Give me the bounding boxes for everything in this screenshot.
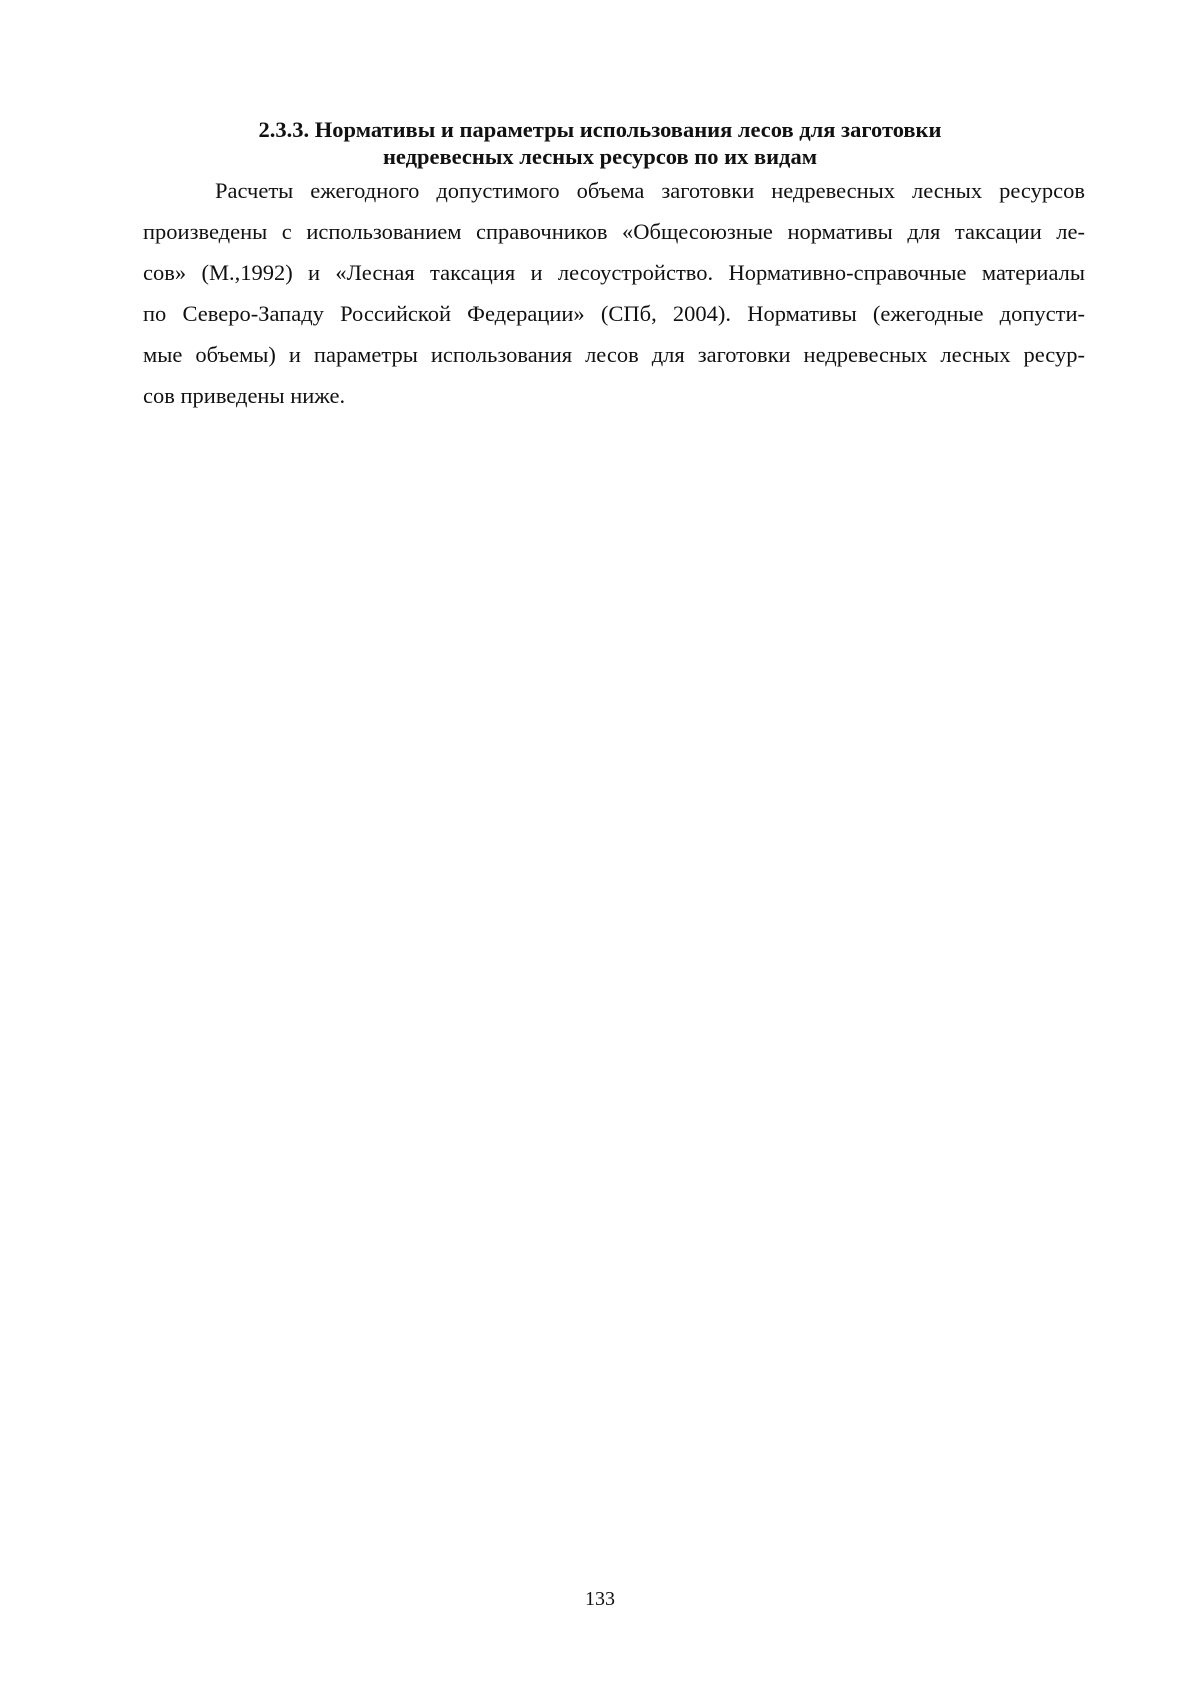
paragraph-line: сов приведены ниже. bbox=[143, 383, 346, 408]
paragraph-line: произведены с использованием справочников «Общесоюзные нормативы для таксации ле- bbox=[143, 219, 1085, 244]
section-heading-line-2: недревесных лесных ресурсов по их видам bbox=[382, 144, 818, 169]
paragraph-line: сов» (М.,1992) и «Лесная таксация и лесоустройство. Нормативно-справочные материалы bbox=[143, 260, 1085, 285]
paragraph-line: Расчеты ежегодного допустимого объема заготовки недревесных лесных ресурсов bbox=[215, 178, 1085, 203]
section-heading bbox=[140, 116, 1060, 170]
body-paragraph bbox=[143, 170, 1085, 416]
section-heading-line-1: 2.3.3. Нормативы и параметры использования лесов для заготовки bbox=[258, 117, 942, 142]
paragraph-line: мые объемы) и параметры использования лесов для заготовки недревесных лесных ресур- bbox=[143, 342, 1085, 367]
page-number: 133 bbox=[585, 1588, 615, 1610]
paragraph-line: по Северо-Западу Российской Федерации» (СПб, 2004). Нормативы (ежегодные допусти- bbox=[143, 301, 1085, 326]
